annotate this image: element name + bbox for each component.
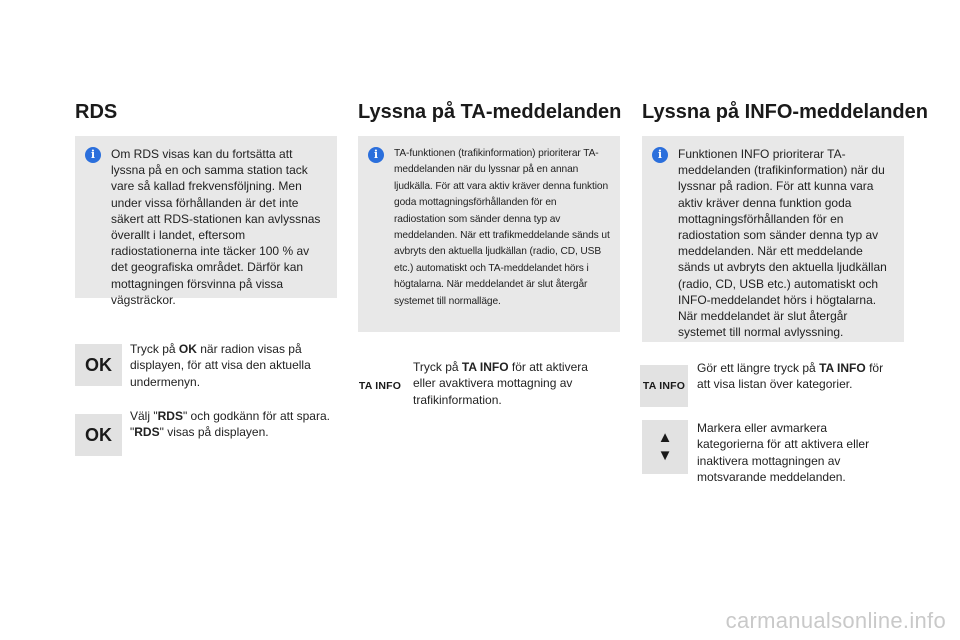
ta-title: Lyssna på TA-meddelanden — [358, 101, 622, 123]
ta-info-text: TA-funktionen (trafikinformation) prioriterar TA-meddelanden när du lyssnar på en annan ljudkälla. För att vara aktiv kräver denna funktion goda mottagningsförhållanden för en radiostation som sänder denna typ av meddelanden. När ett trafikmeddelande sänds ut avbryts den aktuella ljudkällan (radio, CD, USB etc.) automatiskt och TA-meddelandet hörs i högtalarna. När meddelandet är slut återgår systemet till normalläge. — [394, 148, 610, 307]
info-icon: i — [368, 147, 384, 163]
up-down-arrows-key — [642, 420, 688, 474]
info-step-2: Markera eller avmarkera kategorierna för att aktivera eller inaktivera mottagningen av motsvarande meddelanden. — [697, 421, 870, 485]
watermark: carmanualsonline.info — [725, 608, 946, 633]
rds-info-text: Om RDS visas kan du fortsätta att lyssna på en och samma station tack vare så kallad frekvensföljning. Men under vissa förhållanden är det inte säkert att RDS-stationen kan avlyssnas överallt i landet, eftersom radiostationerna inte täcker 100 % av det geografiska området. Därför kan mottagningen försvinna på vissa vägsträckor. — [111, 147, 321, 307]
info-info-box — [642, 136, 904, 342]
ta-info-box — [358, 136, 620, 332]
rds-title: RDS — [75, 101, 118, 123]
rds-step-2: Välj "RDS" och godkänn för att spara. "RDS" visas på displayen. — [130, 409, 330, 440]
ok-key: OK — [75, 414, 122, 456]
rds-info-box — [75, 136, 337, 307]
arrow-up-icon: ▲ — [657, 429, 673, 446]
info-title: Lyssna på INFO-meddelanden — [642, 101, 928, 123]
ok-key: OK — [75, 344, 122, 386]
arrow-down-icon: ▼ — [657, 447, 673, 464]
ta-info-key: TA INFO — [354, 365, 406, 407]
ta-info-key: TA INFO — [640, 365, 688, 407]
info-info-text: Funktionen INFO prioriterar TA-meddelanden (trafikinformation) när du lyssnar på radion. För att kunna vara aktiv kräver denna funktion goda mottagningsförhållanden för en radiostation som sänder denna typ av meddelanden. När ett meddelande sänds ut avbryts den aktuella ljudkällan (radio, CD, USB etc.) automatiskt och INFO-meddelandet hörs i högtalarna. När meddelandet är slut återgår systemet till normal avlyssning. — [678, 147, 887, 340]
info-icon: i — [85, 147, 101, 163]
info-step-1: Gör ett längre tryck på TA INFO för att visa listan över kategorier. — [697, 361, 884, 392]
info-icon: i — [652, 147, 668, 163]
rds-step-1: Tryck på OK när radion visas på displayen, för att visa den aktuella undermenyn. — [130, 342, 311, 389]
ta-step: Tryck på TA INFO för att aktivera eller avaktivera mottagning av trafikinformation. — [413, 360, 588, 407]
